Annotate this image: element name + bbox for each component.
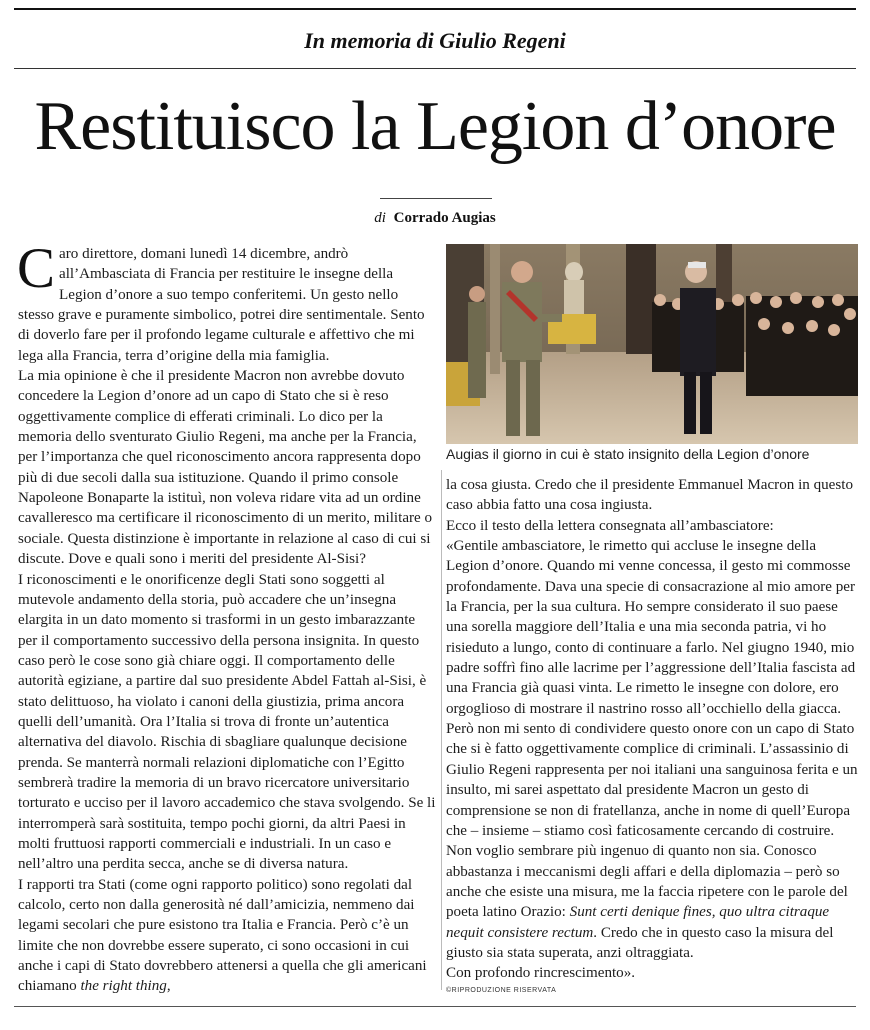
paragraph: I riconoscimenti e le onorificenze degli Stati sono soggetti al mutevole andamento della storia, può accadere che un’insegna elargita in un dato momento si trasformi in un gesto imbarazzante per il comportamento successivo della persona insignita. In questo caso però le cose sono già chiare oggi. Il comportamento delle autorità egiziane, a partire dal suo presidente Abdel Fattah al-Sisi, è stato delittuoso, ha violato i canoni della giustizia, prima ancora quelli dell’umanità. Ora l’Italia si trova di fronte un’autentica alternativa del diavolo. Rischia di sbagliare qualunque decisione prenda. Se manterrà normali relazioni diplomatiche con l’Egitto sembrerà tradire la memoria di un bravo ricercatore universitario torturato e ucciso per il lavoro accademico che stava svolgendo. Se li interromperà sarà sostituita, tempo pochi giorni, da altri Paesi in molti fruttuosi rapporti commerciali e industriali. In un caso e nell’altro una perdita secca, anche se di diversa natura. bbox=[18, 571, 436, 873]
italic-phrase: the right thing bbox=[80, 978, 167, 995]
photo-caption: Augias il giorno in cui è stato insignito della Legion d’onore bbox=[446, 446, 810, 462]
byline bbox=[0, 210, 870, 227]
paragraph bbox=[17, 237, 436, 366]
paragraph: La mia opinione è che il presidente Macron non avrebbe dovuto concedere la Legion d’onore ad un capo di Stato che si è reso oggettivamente complice di efferati criminali. Lo dico per la memoria dello sventurato Giulio Regeni, ma anche per la Francia, per l’importanza che quel riconoscimento ancora rappresenta dopo più di due secoli dalla sua istituzione. Quando il primo console Napoleone Bonaparte la istituì, non voleva ridare vita ad un ordine cavalleresco ma certificare il riconoscimento di un merito, militare o sociale. Questa distinzione è importante in relazione al caso di cui si discute. Dove e quali sono i meriti del presidente Al-Sisi? bbox=[18, 368, 433, 568]
latin-quote: Sunt certi denique fines, quo ultra citraque nequit consistere rectum bbox=[446, 904, 830, 941]
bottom-rule bbox=[14, 1006, 856, 1007]
paragraph-text: . Credo che in questo caso la misura del giusto sia stata superata, anzi oltraggiata. bbox=[446, 924, 834, 961]
paragraph bbox=[18, 875, 436, 997]
dropcap: C bbox=[17, 237, 56, 300]
paragraph: Ecco il testo della lettera consegnata all’ambasciatore: bbox=[446, 517, 774, 534]
copyright-notice: ©RIPRODUZIONE RISERVATA bbox=[446, 987, 557, 994]
paragraph-text: , bbox=[166, 978, 171, 995]
article-left-column bbox=[17, 237, 436, 997]
paragraph-text: aro direttore, domani lunedì 14 dicembre, andrò all’Ambasciata di Francia per restituire le insegne della Legion d’onore a suo tempo conferitemi. Un gesto nello stesso grave e puramente simbolico, potrei dire sentimentale. Sento di doverlo fare per il profondo legame culturale e affettivo che mi lega alla Francia, terra d’origine della mia famiglia. bbox=[18, 246, 425, 364]
ceremony-photo bbox=[446, 244, 858, 444]
paragraph: Con profondo rincrescimento». bbox=[446, 965, 636, 982]
byline-rule bbox=[380, 198, 492, 199]
letter-paragraph: «Gentile ambasciatore, le rimetto qui accluse le insegne della Legion d’onore. Quando mi venne concessa, il gesto mi commosse profondamente. Dava una specie di consacrazione al mio amore per la Francia, per la sua cultura. Ho sempre considerato il suo paese una sorella maggiore dell’Italia e una mia seconda patria, vi ho risieduto a lungo, conto di continuare a farlo. Nel giugno 1940, mio padre soffrì fino alle lacrime per l’aggressione dell’Italia fascista ad una Francia già quasi vinta. Le rimetto le insegne con dolore, ero orgoglioso di mostrare il nastrino rosso all’occhiello della giacca. Però non mi sento di condividere questo onore con un capo di Stato che si è fatto oggettivamente complice di criminali. L’assassinio di Giulio Regeni rappresenta per noi italiani una sanguinosa ferita e un insulto, mi sarei aspettato dal presidente Macron un gesto di comprensione se non di fratellanza, anche in nome di quell’Europa che – insieme – stiamo così faticosamente cercando di costruire. bbox=[446, 538, 858, 839]
kicker-rule bbox=[14, 68, 856, 69]
article-right-column bbox=[446, 475, 858, 984]
paragraph-text: Non voglio sembrare più ingenuo di quanto non sia. Conosco abbastanza i meccanismi degli affari e della diplomazia – però so anche che esiste una misura, me la faccia ripetere con le parole del poeta latino Orazio: bbox=[446, 843, 848, 921]
paragraph-text: I rapporti tra Stati (come ogni rapporto politico) sono regolati dal calcolo, certo non dalla generosità né dall’amicizia, nemmeno dai legami secolari che pure esistono tra Italia e Francia. Però c’è un limite che non dovrebbe essere superato, ci sono occasioni in cui anche i capi di Stato dovrebbero attenersi a quella che gli americani chiamano bbox=[18, 876, 427, 995]
byline-author: Corrado Augias bbox=[393, 210, 496, 226]
top-rule bbox=[14, 8, 856, 10]
kicker: In memoria di Giulio Regeni bbox=[304, 28, 566, 53]
paragraph bbox=[446, 841, 858, 963]
paragraph: la cosa giusta. Credo che il presidente Emmanuel Macron in questo caso abbia fatto una cosa ingiusta. bbox=[446, 477, 853, 514]
headline: Restituisco la Legion d’onore bbox=[34, 88, 836, 165]
byline-prefix: di bbox=[374, 210, 386, 226]
column-divider bbox=[441, 470, 442, 990]
ceremony-photo-illustration bbox=[446, 244, 858, 444]
